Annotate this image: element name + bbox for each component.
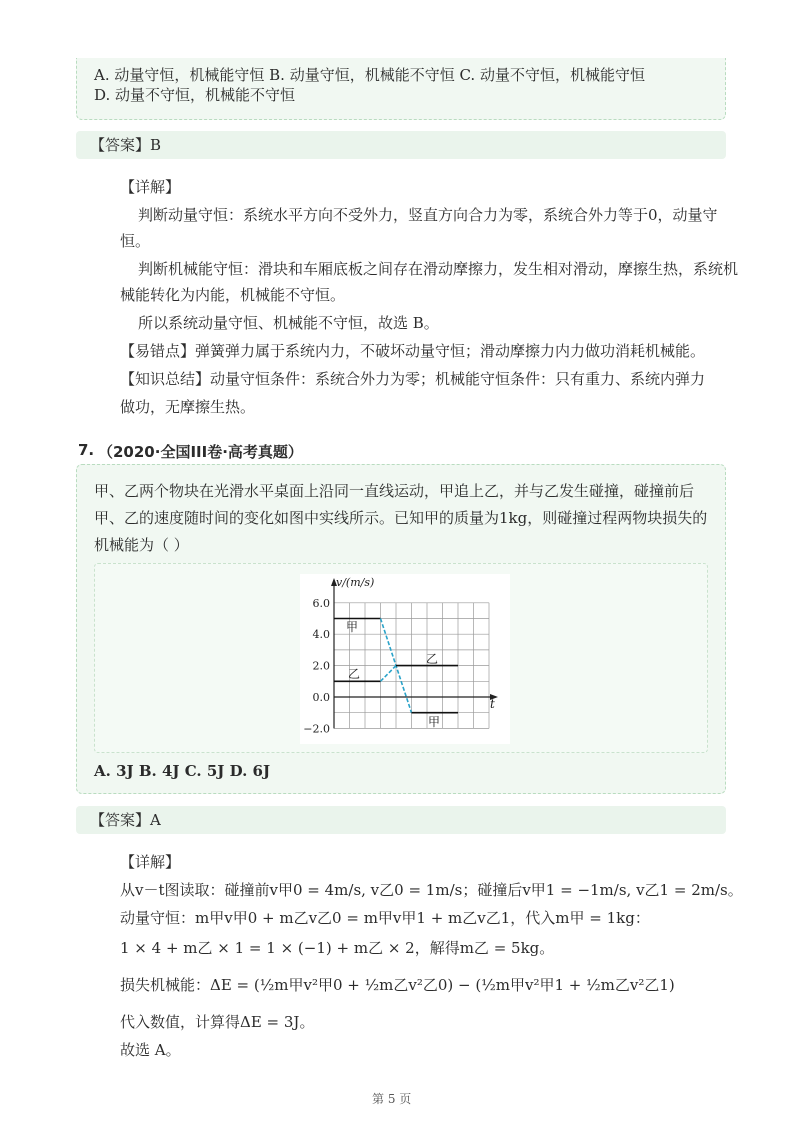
question7-detail-d6: 故选 A。: [120, 1041, 181, 1059]
y-tick-label: 4.0: [312, 628, 330, 642]
question7-answer-bar: [76, 806, 726, 834]
graph-axes: [331, 578, 498, 728]
question7-answer: 【答案】A: [90, 811, 161, 829]
prev-detail-p3: 所以系统动量守恒、机械能不守恒，故选 B。: [138, 314, 439, 332]
label-jia-bottom: 甲: [428, 715, 441, 729]
y-axis-label: v/(m/s): [336, 576, 375, 589]
question7-stem-line2: 甲、乙的速度随时间的变化如图中实线所示。已知甲的质量为1kg，则碰撞过程两物块损失的: [94, 509, 708, 527]
prev-detail-p1-a: 判断动量守恒：系统水平方向不受外力，竖直方向合力为零，系统合外力等于0，动量守: [138, 206, 718, 224]
x-axis-label: t: [490, 697, 495, 711]
series-yi-segment: [381, 666, 397, 682]
prev-options-line2: D. 动量不守恒，机械能不守恒: [94, 86, 296, 104]
question-source: （2020·全国III卷·高考真题）: [98, 443, 303, 461]
question7-detail-d2: 动量守恒：m甲v甲0 + m乙v乙0 = m甲v甲1 + m乙v乙1，代入m甲 = 1kg：: [120, 909, 650, 927]
prev-summary-a: 【知识总结】动量守恒条件：系统合外力为零；机械能守恒条件：只有重力、系统内弹力: [120, 370, 706, 388]
graph-tick-labels: [303, 597, 330, 736]
vt-graph: [300, 574, 510, 744]
prev-summary-b: 做功，无摩擦生热。: [120, 398, 256, 416]
question7-options: A. 3J B. 4J C. 5J D. 6J: [94, 762, 271, 780]
y-tick-label: −2.0: [303, 722, 330, 736]
label-jia-top: 甲: [346, 620, 359, 634]
question7-stem-line3: 机械能为（ ）: [94, 536, 189, 554]
page-footer: 第 5 页: [372, 1092, 412, 1106]
prev-detail-title: 【详解】: [120, 178, 181, 196]
y-tick-label: 0.0: [312, 691, 330, 704]
prev-pitfall: 【易错点】弹簧弹力属于系统内力，不破坏动量守恒；滑动摩擦力内力做功消耗机械能。: [120, 342, 706, 360]
prev-detail-p2-a: 判断机械能守恒：滑块和车厢底板之间存在滑动摩擦力，发生相对滑动，摩擦生热，系统机: [138, 260, 739, 278]
question7-stem-line1: 甲、乙两个物块在光滑水平桌面上沿同一直线运动，甲追上乙，并与乙发生碰撞，碰撞前后: [94, 482, 695, 500]
question7-detail-d1: 从v－t图读取：碰撞前v甲0 = 4m/s, v乙0 = 1m/s；碰撞后v甲1 = −1m/s, v乙1 = 2m/s。: [120, 881, 743, 899]
question7-detail-d4: 损失机械能：ΔE = (½m甲v²甲0 + ½m乙v²乙0) − (½m甲v²甲1 + ½m乙v²乙1): [120, 976, 675, 994]
prev-answer: 【答案】B: [90, 136, 162, 154]
question7-detail-d3: 1 × 4 + m乙 × 1 = 1 × (−1) + m乙 × 2，解得m乙 = 5kg。: [120, 939, 555, 957]
question-number: 7.: [78, 441, 95, 459]
prev-detail-p1-b: 恒。: [120, 232, 151, 250]
label-yi-left: 乙: [348, 667, 361, 681]
label-yi-right: 乙: [426, 652, 439, 666]
y-tick-label: 6.0: [312, 596, 330, 610]
prev-answer-bar: [76, 131, 726, 159]
y-tick-label: 2.0: [312, 659, 330, 673]
prev-options-line1: A. 动量守恒，机械能守恒 B. 动量守恒，机械能不守恒 C. 动量不守恒，机械能守恒: [94, 66, 645, 84]
question7-detail-d5: 代入数值，计算得ΔE = 3J。: [120, 1013, 315, 1031]
prev-detail-p2-b: 械能转化为内能，机械能不守恒。: [120, 286, 346, 304]
question7-detail-title: 【详解】: [120, 853, 181, 871]
